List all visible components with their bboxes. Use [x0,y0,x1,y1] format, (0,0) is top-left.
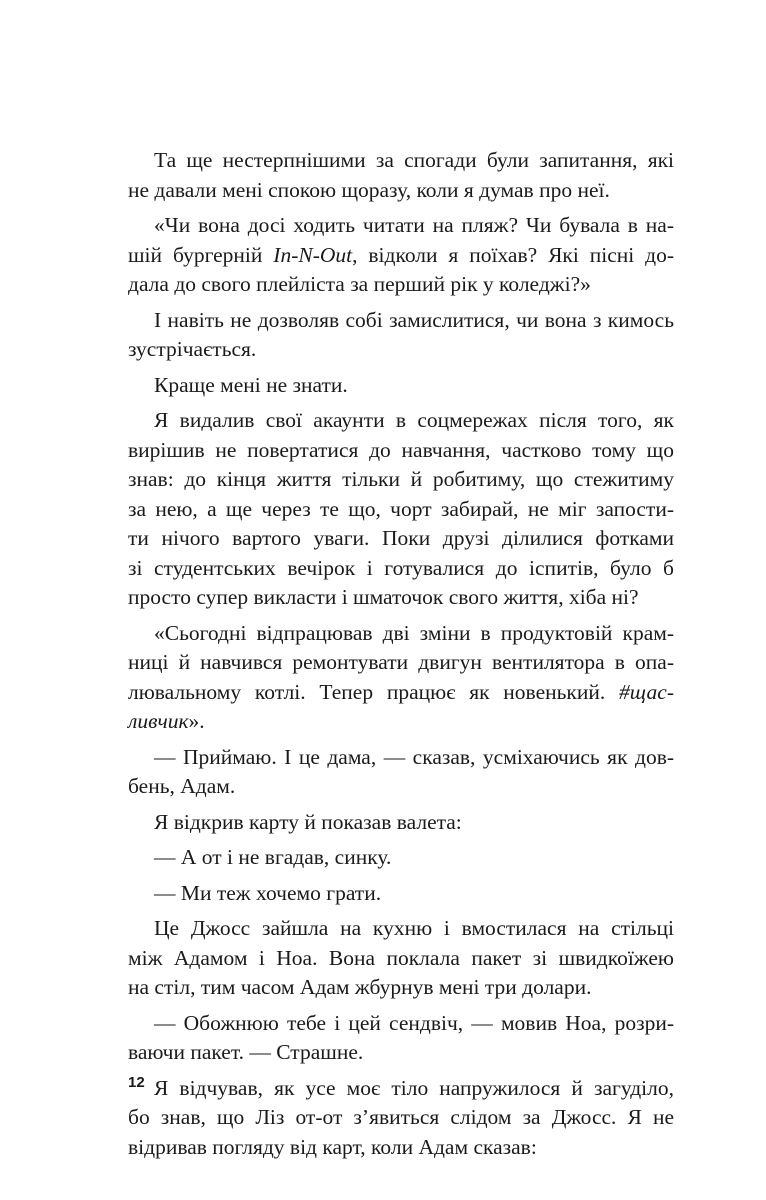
italic-text: #щас- [619,679,674,704]
text-line: ти нічого вартого уваги. Поки друзі ділилися фотками [128,526,674,550]
page-number: 12 [128,1074,145,1091]
text-line: «Чи вона досі ходить читати на пляж? Чи бувала в на- [154,213,674,237]
text-run: , відколи я поїхав? Які пісні до- [352,242,674,267]
text-line [128,678,674,708]
paragraph [128,743,674,802]
paragraph [128,1074,674,1163]
paragraph [128,371,674,401]
text-line: Краще мені не знати. [154,372,348,397]
paragraph [128,1009,674,1068]
italic-text: In-N-Out [273,242,353,267]
paragraph [128,619,674,737]
paragraph [128,914,674,1003]
text-line: за нею, а ще через те що, чорт забирай, не міг запости- [128,496,674,521]
paragraph [128,808,674,838]
text-line: «Сьогодні відпрацював дві зміни в продуктовій крам- [154,620,674,645]
text-line: відривав погляду від карт, коли Адам сказав: [128,1134,537,1159]
text-line [128,707,674,737]
text-line: між Адамом і Ноа. Вона поклала пакет зі швидкоїжею [128,945,674,970]
text-line: бень, Адам. [128,774,236,798]
text-line: Це Джосс зайшла на кухню і вмостилася на стільці [154,916,674,940]
text-line: Я відчував, як усе моє тіло напружилося й загуділо, [154,1075,674,1100]
text-line: ваючи пакет. — Страшне. [128,1040,364,1064]
text-line: знав: до кінця життя тільки й робитиму, що стежитиму [128,467,674,491]
text-line: І навіть не дозволяв собі замислитися, чи вона з кимось [154,307,674,332]
paragraph [128,879,674,909]
text-line: — А от і не вгадав, синку. [154,845,392,869]
text-line: бо знав, що Ліз от-от з’явиться слідом за Джосс. Я не [128,1105,674,1129]
text-line: — Обожнюю тебе і цей сендвіч, — мовив Ноа, розри- [154,1010,674,1035]
text-line: не давали мені спокою щоразу, коли я думав про неї. [128,177,610,202]
paragraph [128,211,674,300]
paragraph [128,146,674,205]
text-run: лювальному котлі. Тепер працює як новенький. [128,679,620,704]
text-line: зі студентських вечірок і готувалися до іспитів, було б [128,555,674,580]
text-line: Я видалив свої акаунти в соцмережах після того, як [154,408,674,432]
text-run: шій бургерній [128,242,274,267]
text-line: ниці й навчився ремонтувати двигун вентилятора в опа- [128,650,674,674]
paragraph [128,843,674,873]
text-line: Та ще нестерпнішими за спогади були запитання, які [154,148,674,172]
text-line: — Приймаю. І це дама, — сказав, усміхаючись як дов- [154,744,674,769]
text-line: зустрічається. [128,337,257,361]
text-line: дала до свого плейліста за перший рік у коледжі?» [128,272,591,296]
text-run: ». [188,709,205,733]
italic-text: ливчик [128,709,189,733]
paragraph [128,406,674,613]
body-text [128,146,674,1168]
text-line [128,241,674,271]
text-line: на стіл, тим часом Адам жбурнув мені три долари. [128,975,592,999]
text-line: просто супер викласти і шматочок свого життя, хіба ні? [128,585,639,609]
text-line: Я відкрив карту й показав валета: [154,809,462,834]
text-line: — Ми теж хочемо грати. [154,880,382,905]
text-line: вирішив не повертатися до навчання, частково тому що [128,437,674,462]
paragraph [128,306,674,365]
